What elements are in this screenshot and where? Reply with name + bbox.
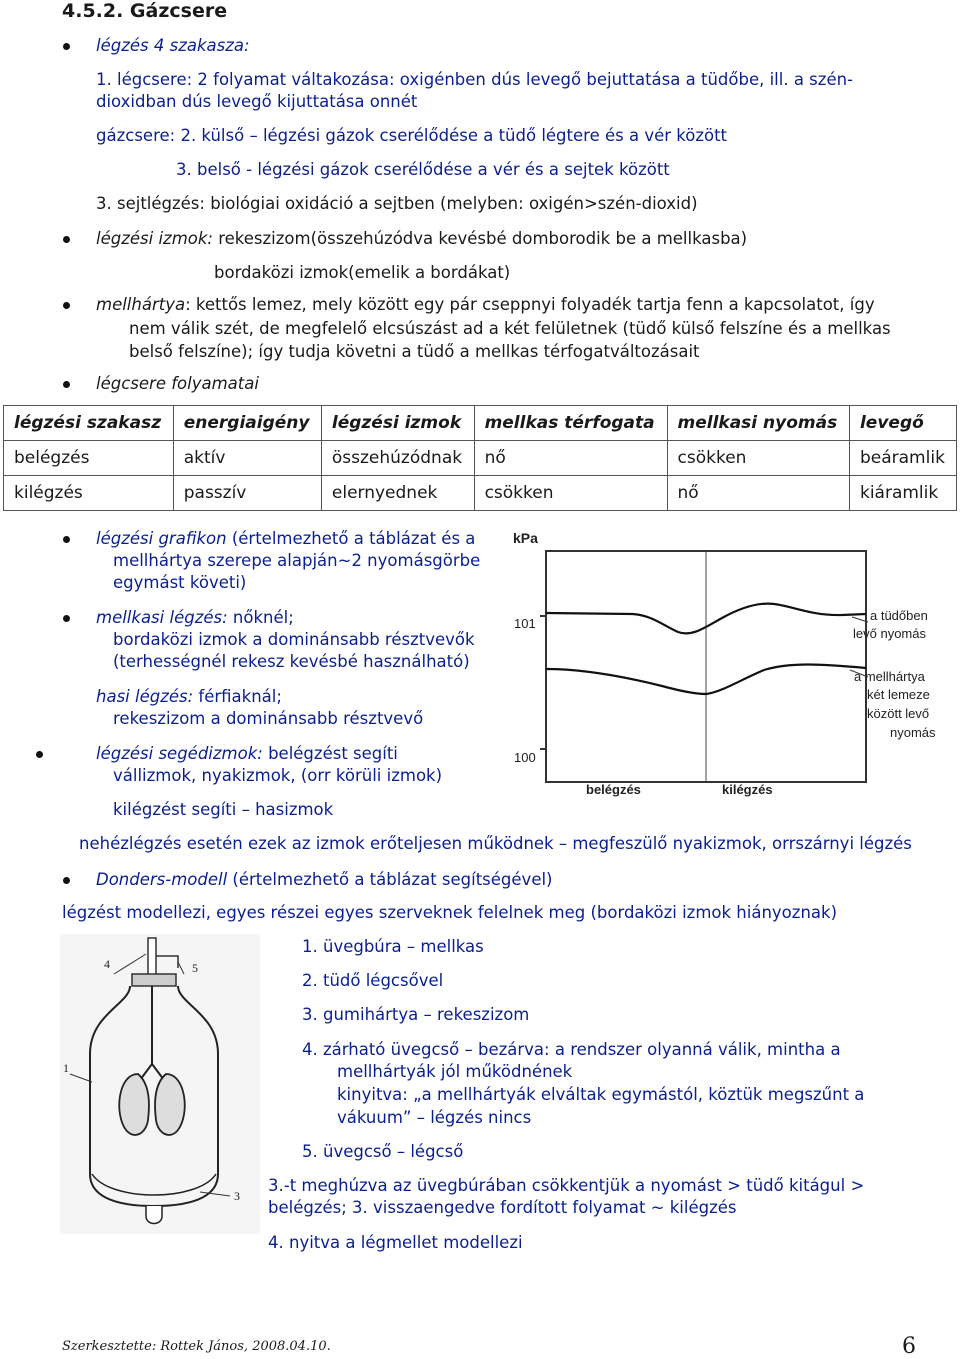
chart-tick-label-101: 101 bbox=[514, 616, 536, 631]
bullet bbox=[63, 43, 70, 50]
graph-text-line: mellhártya szerepe alapján~2 nyomásgörbe bbox=[113, 551, 481, 570]
table-cell: csökken bbox=[667, 441, 849, 476]
table-cell: kilégzés bbox=[4, 476, 174, 511]
model-list-item: 2. tüdő légcsővel bbox=[302, 971, 444, 990]
table-row bbox=[4, 441, 957, 476]
pleura-label: mellhártya bbox=[96, 295, 186, 314]
model-list-item: mellhártyák jól működnének bbox=[337, 1062, 573, 1081]
table-cell: kiáramlik bbox=[849, 476, 956, 511]
table-cell: beáramlik bbox=[849, 441, 956, 476]
table-header-cell: energiaigény bbox=[173, 406, 321, 441]
chart-unit-label: kPa bbox=[513, 530, 538, 546]
bullet bbox=[63, 381, 70, 388]
table-header-cell: levegő bbox=[849, 406, 956, 441]
model-list-item: vákuum” – légzés nincs bbox=[337, 1108, 532, 1127]
donders-line: légzést modellezi, egyes részei egyes szerveknek felelnek meg (bordaközi izmok hiányoznak) bbox=[62, 903, 838, 922]
figure-number-1: 1 bbox=[63, 1061, 69, 1075]
donders-line bbox=[96, 869, 553, 891]
pleura-line: belső felszíne); így tudja követni a tüdő a mellkas térfogatváltozásait bbox=[129, 342, 700, 361]
table-row bbox=[4, 476, 957, 511]
footer-author: Szerkesztette: Rottek János, 2008.04.10. bbox=[62, 1339, 331, 1354]
phases-line: 3. belső - légzési gázok cserélődése a vér és a sejtek között bbox=[176, 160, 670, 179]
difficult-breathing-line: nehézlégzés esetén ezek az izmok erőteljesen működnek – megfeszülő nyakizmok, orrszárnyi légzés bbox=[79, 834, 912, 853]
graph-label: légzési grafikon bbox=[96, 529, 227, 548]
pleura-line bbox=[96, 294, 875, 316]
x-label-exhale: kilégzés bbox=[722, 782, 773, 797]
aux-line bbox=[96, 743, 398, 765]
pleura-line: nem válik szét, de megfelelő elcsúszást ad a két felületnek (tüdő külső felszíne és a mellkas bbox=[129, 319, 891, 338]
model-list-item: 4. zárható üvegcső – bezárva: a rendszer olyanná válik, mintha a bbox=[302, 1040, 841, 1059]
chest-text: nőknél; bbox=[227, 608, 294, 627]
bullet bbox=[63, 236, 70, 243]
model-note: 4. nyitva a légmellet modellezi bbox=[268, 1233, 523, 1252]
phases-line: gázcsere: 2. külső – légzési gázok cserélődése a tüdő légtere és a vér között bbox=[96, 126, 728, 145]
table-header-row bbox=[4, 406, 957, 441]
pleura-label-4: nyomás bbox=[890, 725, 936, 740]
aux-line: vállizmok, nyakizmok, (orr körüli izmok) bbox=[113, 766, 443, 785]
exchange-label: légcsere folyamatai bbox=[96, 374, 259, 393]
figure-number-4: 4 bbox=[104, 957, 110, 971]
model-list-item: kinyitva: „a mellhártyák elváltak egymástól, köztük megszűnt a bbox=[337, 1085, 865, 1104]
chest-line: bordaközi izmok a dominánsabb résztvevők bbox=[113, 630, 475, 649]
belly-line: rekeszizom a dominánsabb résztvevő bbox=[113, 709, 424, 728]
figure-number-5: 5 bbox=[192, 961, 198, 975]
table-cell: belégzés bbox=[4, 441, 174, 476]
graph-text-line: egymást követi) bbox=[113, 573, 247, 592]
model-note: belégzés; 3. visszaengedve fordított folyamat ~ kilégzés bbox=[268, 1198, 737, 1217]
muscles-line bbox=[96, 228, 747, 250]
chart-tick-label-100: 100 bbox=[514, 750, 536, 765]
lung-pressure-label-1: a tüdőben bbox=[870, 608, 928, 623]
table-cell: passzív bbox=[173, 476, 321, 511]
phases-title: légzés 4 szakasza: bbox=[96, 36, 250, 55]
bullet bbox=[63, 302, 70, 309]
lung-pressure-label-2: levő nyomás bbox=[853, 626, 926, 641]
pleura-label-3: között levő bbox=[867, 706, 930, 721]
muscles-label: légzési izmok: bbox=[96, 229, 213, 248]
pleura-text: : kettős lemez, mely között egy pár cseppnyi folyadék tartja fenn a kapcsolatot, így bbox=[185, 295, 875, 314]
belly-label: hasi légzés: bbox=[96, 687, 194, 706]
respiration-table bbox=[3, 405, 957, 511]
model-list-item: 1. üvegbúra – mellkas bbox=[302, 937, 484, 956]
chest-line: (terhességnél rekesz kevésbé használható) bbox=[113, 652, 470, 671]
aux-label: légzési segédizmok: bbox=[96, 744, 263, 763]
model-list-item: 5. üvegcső – légcső bbox=[302, 1142, 464, 1161]
belly-text: férfiaknál; bbox=[193, 687, 282, 706]
donders-model-figure bbox=[60, 934, 260, 1234]
belly-line bbox=[96, 686, 282, 708]
donders-text: (értelmezhető a táblázat segítségével) bbox=[227, 870, 553, 889]
graph-text-line bbox=[96, 528, 475, 550]
phases-line: 1. légcsere: 2 folyamat váltakozása: oxigénben dús levegő bejuttatása a tüdőbe, ill. a szén- bbox=[96, 70, 854, 89]
table-header-cell: légzési izmok bbox=[321, 406, 474, 441]
table-cell: nő bbox=[667, 476, 849, 511]
figure-number-3: 3 bbox=[234, 1189, 240, 1203]
model-note: 3.-t meghúzva az üvegbúrában csökkentjük a nyomást > tüdő kitágul > bbox=[268, 1176, 865, 1195]
aux-text: belégzést segíti bbox=[262, 744, 398, 763]
aux-line: kilégzést segíti – hasizmok bbox=[113, 800, 334, 819]
bullet bbox=[63, 877, 70, 884]
bullet bbox=[63, 536, 70, 543]
donders-label: Donders-modell bbox=[96, 870, 228, 889]
pressure-chart bbox=[512, 524, 960, 804]
table-cell: aktív bbox=[173, 441, 321, 476]
table-header-cell: mellkas térfogata bbox=[474, 406, 667, 441]
table-cell: elernyednek bbox=[321, 476, 474, 511]
muscles-line: bordaközi izmok(emelik a bordákat) bbox=[214, 263, 511, 282]
table-header-cell: légzési szakasz bbox=[4, 406, 174, 441]
chest-label: mellkasi légzés: bbox=[96, 608, 228, 627]
x-label-inhale: belégzés bbox=[586, 782, 641, 797]
chest-line bbox=[96, 607, 294, 629]
phases-line: 3. sejtlégzés: biológiai oxidáció a sejtben (melyben: oxigén>szén-dioxid) bbox=[96, 194, 698, 213]
table-header-cell: mellkasi nyomás bbox=[667, 406, 849, 441]
page-number: 6 bbox=[902, 1334, 916, 1359]
table-cell: nő bbox=[474, 441, 667, 476]
table-cell: csökken bbox=[474, 476, 667, 511]
bullet bbox=[36, 751, 43, 758]
pleura-label-2: két lemeze bbox=[867, 687, 930, 702]
muscles-text: rekeszizom(összehúzódva kevésbé domborodik be a mellkasba) bbox=[218, 229, 748, 248]
model-list-item: 3. gumihártya – rekeszizom bbox=[302, 1005, 530, 1024]
graph-text: (értelmezhető a táblázat és a bbox=[226, 529, 476, 548]
section-heading: 4.5.2. Gázcsere bbox=[62, 0, 228, 22]
phases-line: dioxidban dús levegő kijuttatása onnét bbox=[96, 92, 418, 111]
bullet bbox=[63, 615, 70, 622]
table-cell: összehúzódnak bbox=[321, 441, 474, 476]
pleura-label-1: a mellhártya bbox=[854, 669, 925, 684]
